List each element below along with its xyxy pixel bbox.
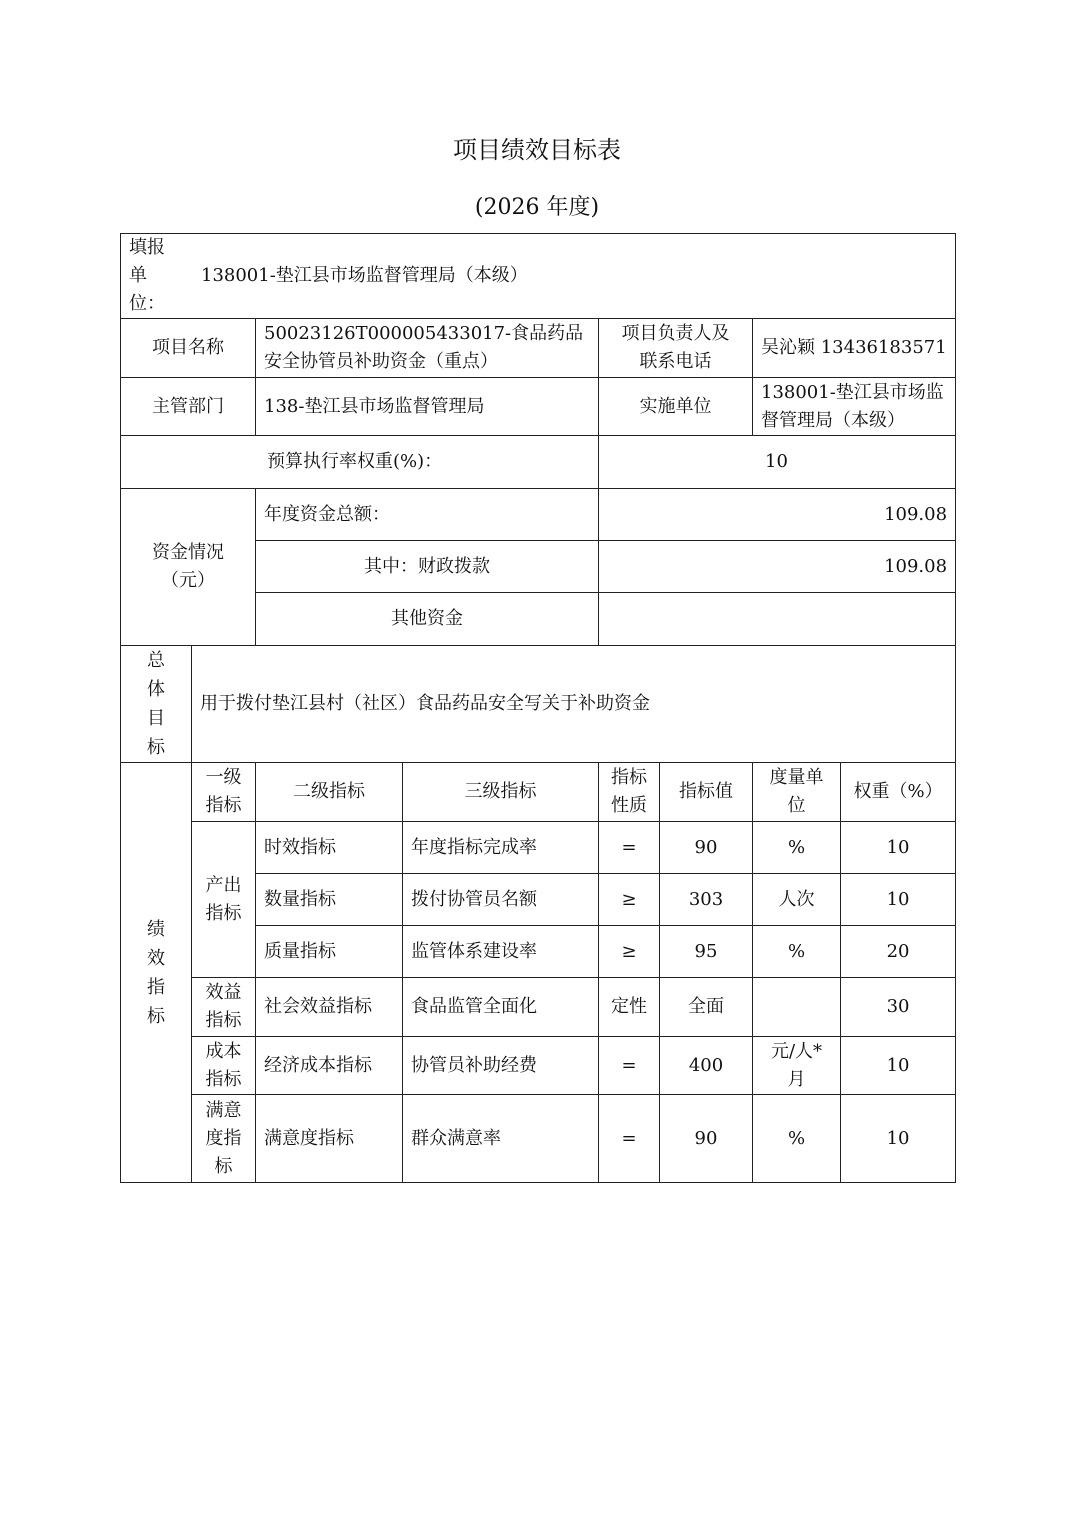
value-cell: 90 (660, 822, 753, 874)
project-name-label: 项目名称 (121, 319, 256, 378)
nature-cell: = (599, 822, 660, 874)
page-subtitle: (2026 年度) (474, 195, 600, 220)
l1-cell: 满意度指标 (192, 1095, 256, 1183)
nature-cell: = (599, 1095, 660, 1183)
funds-other-value (599, 593, 956, 646)
table-row (121, 1095, 956, 1183)
goal-label: 总体目标 (121, 646, 192, 763)
l3-cell: 年度指标完成率 (403, 822, 599, 874)
project-name-value: 50023126T000005433017-食品药品安全协管员补助资金（重点） (256, 319, 599, 378)
nature-cell: = (599, 1037, 660, 1095)
l3-cell: 群众满意率 (403, 1095, 599, 1183)
goal-value: 用于拨付垫江县村（社区）食品药品安全写关于补助资金 (192, 646, 956, 763)
unit-cell: % (753, 926, 841, 978)
impl-label: 实施单位 (599, 378, 753, 436)
contact-value: 吴沁颖 13436183571 (753, 319, 956, 378)
report-unit-label: 填报单位： (129, 237, 165, 314)
l2-cell: 数量指标 (256, 874, 403, 926)
l1-cell: 成本指标 (192, 1037, 256, 1095)
perf-label: 绩效指标 (121, 763, 192, 1183)
dept-value: 138-垫江县市场监督管理局 (256, 378, 599, 436)
weight-cell: 20 (841, 926, 956, 978)
l1-cell: 效益指标 (192, 978, 256, 1037)
header-l3: 三级指标 (403, 763, 599, 822)
dept-label: 主管部门 (121, 378, 256, 436)
l2-cell: 社会效益指标 (256, 978, 403, 1037)
l3-cell: 食品监管全面化 (403, 978, 599, 1037)
value-cell: 95 (660, 926, 753, 978)
report-unit-value: 138001-垫江县市场监督管理局（本级） (201, 265, 528, 286)
budget-weight-label: 预算执行率权重(%)： (121, 436, 599, 489)
header-value: 指标值 (660, 763, 753, 822)
header-weight: 权重（%） (841, 763, 956, 822)
page-title: 项目绩效目标表 (453, 136, 621, 164)
funds-fiscal-value: 109.08 (599, 541, 956, 593)
performance-table (120, 233, 956, 1183)
weight-cell: 10 (841, 1037, 956, 1095)
unit-cell: % (753, 1095, 841, 1183)
report-unit-row (121, 234, 956, 319)
l1-cell: 产出指标 (192, 822, 256, 978)
unit-cell: 元/人*月 (753, 1037, 841, 1095)
weight-cell: 30 (841, 978, 956, 1037)
header-unit: 度量单位 (753, 763, 841, 822)
unit-cell: 人次 (753, 874, 841, 926)
value-cell: 400 (660, 1037, 753, 1095)
nature-cell: ≥ (599, 874, 660, 926)
budget-weight-value: 10 (599, 436, 956, 489)
unit-cell: % (753, 822, 841, 874)
l2-cell: 经济成本指标 (256, 1037, 403, 1095)
value-cell: 90 (660, 1095, 753, 1183)
l3-cell: 拨付协管员名额 (403, 874, 599, 926)
value-cell: 303 (660, 874, 753, 926)
nature-cell: ≥ (599, 926, 660, 978)
l2-cell: 满意度指标 (256, 1095, 403, 1183)
impl-value: 138001-垫江县市场监督管理局（本级） (753, 378, 956, 436)
value-cell: 全面 (660, 978, 753, 1037)
weight-cell: 10 (841, 874, 956, 926)
table-row (121, 978, 956, 1037)
header-nature: 指标性质 (599, 763, 660, 822)
nature-cell: 定性 (599, 978, 660, 1037)
weight-cell: 10 (841, 1095, 956, 1183)
l2-cell: 质量指标 (256, 926, 403, 978)
l3-cell: 监管体系建设率 (403, 926, 599, 978)
weight-cell: 10 (841, 822, 956, 874)
funds-total-label: 年度资金总额： (256, 489, 599, 541)
header-l2: 二级指标 (256, 763, 403, 822)
table-row (121, 1037, 956, 1095)
header-l1: 一级指标 (192, 763, 256, 822)
l3-cell: 协管员补助经费 (403, 1037, 599, 1095)
funds-total-value: 109.08 (599, 489, 956, 541)
funds-label: 资金情况（元） (121, 489, 256, 646)
funds-fiscal-label: 其中：财政拨款 (256, 541, 599, 593)
contact-label: 项目负责人及联系电话 (599, 319, 753, 378)
l2-cell: 时效指标 (256, 822, 403, 874)
unit-cell (753, 978, 841, 1037)
funds-other-label: 其他资金 (256, 593, 599, 646)
table-row (121, 822, 956, 874)
